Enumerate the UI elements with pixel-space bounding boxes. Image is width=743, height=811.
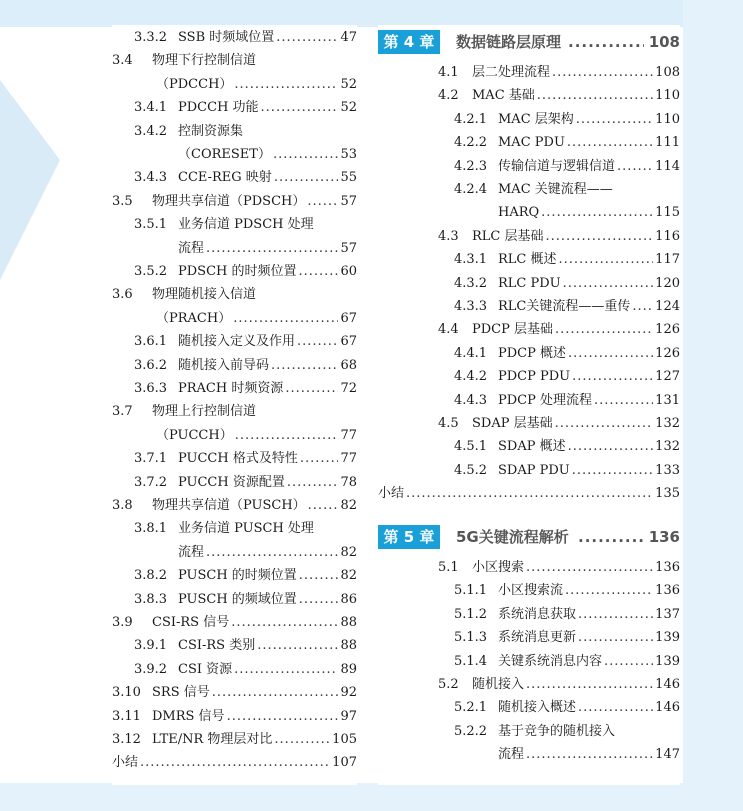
page-number: 131	[655, 392, 680, 408]
section-title: RLC 概述	[498, 252, 557, 268]
dot-leader	[541, 202, 653, 224]
section-number: 4.4	[438, 322, 459, 338]
page-number: 52	[340, 100, 357, 116]
section-title: （CORESET）	[178, 147, 271, 162]
page-number: 88	[340, 638, 357, 654]
page-number: 146	[655, 700, 680, 716]
section-number: 3.4.2	[134, 123, 168, 139]
section-title: PUCCH 资源配置	[178, 474, 285, 490]
section-number: 3.3.2	[134, 30, 168, 45]
toc-entry[interactable]	[112, 144, 357, 166]
dot-leader	[526, 744, 653, 766]
section-number: 4.3.1	[454, 252, 488, 268]
toc-entry[interactable]	[378, 390, 680, 412]
toc-entry[interactable]	[112, 612, 357, 634]
toc-entry[interactable]	[112, 214, 357, 236]
chapter-title: 数据链路层原理	[456, 33, 562, 51]
section-title: （PUCCH）	[156, 427, 233, 443]
dot-leader	[140, 752, 330, 774]
page-number: 52	[340, 76, 357, 92]
section-title: 流程	[178, 240, 205, 256]
page-number: 116	[655, 228, 680, 244]
dot-leader	[235, 425, 339, 447]
toc-entry[interactable]	[378, 721, 680, 743]
dot-leader	[526, 674, 653, 696]
page-number: 89	[340, 661, 357, 677]
toc-entry[interactable]	[112, 729, 357, 751]
page-number: 77	[340, 427, 357, 443]
toc-right-column	[378, 25, 680, 785]
section-title: 随机接入	[472, 677, 525, 692]
dot-leader	[212, 682, 339, 704]
toc-entry[interactable]	[112, 97, 357, 119]
section-number: 4.5	[438, 416, 459, 431]
toc-entry[interactable]	[378, 62, 680, 84]
toc-entry[interactable]	[378, 226, 680, 248]
dot-leader	[604, 651, 653, 673]
section-title: PRACH 时频资源	[178, 381, 284, 396]
page-number: 137	[655, 606, 680, 622]
toc-entry[interactable]	[378, 436, 680, 458]
toc-entry[interactable]	[378, 366, 680, 388]
page-number: 67	[340, 334, 357, 350]
section-title: 物理共享信道（PDSCH）	[152, 193, 306, 209]
page-number: 146	[655, 677, 680, 692]
section-title: 关键系统消息内容	[498, 653, 603, 669]
section-title: MAC 关键流程——	[498, 182, 613, 197]
section-title: 基于竞争的随机接入	[498, 723, 616, 739]
section-title: 控制资源集	[178, 123, 244, 139]
page-number: 57	[340, 240, 357, 256]
section-number: 3.11	[112, 708, 141, 724]
toc-entry[interactable]	[378, 179, 680, 201]
section-title: 随机接入概述	[498, 700, 577, 716]
section-title: SDAP 层基础	[472, 416, 553, 431]
page-number: 147	[655, 747, 680, 763]
section-number: 3.12	[112, 732, 141, 747]
toc-entry[interactable]	[112, 121, 357, 143]
section-number: 4.4.2	[454, 369, 488, 385]
section-number: 3.7.1	[134, 451, 168, 467]
toc-entry[interactable]	[112, 50, 357, 72]
dot-leader	[526, 557, 653, 579]
chapter-4-heading[interactable]	[378, 27, 680, 57]
section-number: 3.7.2	[134, 474, 168, 490]
section-title: MAC 基础	[472, 88, 535, 104]
toc-entry[interactable]	[378, 580, 680, 602]
decorative-right-band	[683, 0, 743, 811]
toc-entry[interactable]	[378, 413, 680, 435]
section-number: 4.1	[438, 65, 459, 80]
toc-entry[interactable]	[378, 557, 680, 579]
dot-leader	[572, 460, 653, 482]
dot-leader	[234, 659, 338, 681]
toc-entry[interactable]	[378, 483, 680, 505]
toc-left-column	[112, 25, 357, 785]
dot-leader	[206, 542, 338, 564]
toc-entry[interactable]	[112, 495, 357, 517]
section-title: MAC 层架构	[498, 111, 574, 127]
section-number: 5.1.2	[454, 606, 488, 622]
toc-entry[interactable]	[112, 659, 357, 681]
section-number: 4.4.3	[454, 392, 488, 408]
section-number: 3.6.1	[134, 334, 168, 350]
section-number: 5.2.2	[454, 723, 488, 739]
section-number: 4.2.4	[454, 182, 488, 197]
section-number: 5.2	[438, 677, 459, 692]
dot-leader	[578, 604, 653, 626]
dot-leader	[234, 74, 338, 96]
chapter-page-number: 136	[648, 528, 680, 546]
toc-entry[interactable]	[112, 355, 357, 377]
section-title: PDCP PDU	[498, 369, 571, 385]
section-title: （PDCCH）	[156, 76, 233, 92]
dot-leader	[300, 448, 339, 470]
section-title: PDCP 层基础	[472, 322, 553, 338]
section-title: PDSCH 的时频位置	[178, 264, 297, 279]
section-title: SDAP 概述	[498, 439, 566, 455]
dot-leader	[546, 226, 654, 248]
toc-entry[interactable]	[112, 284, 357, 306]
toc-entry[interactable]	[112, 472, 357, 494]
page-number: 139	[655, 630, 680, 646]
dot-leader	[406, 483, 653, 505]
section-title: HARQ	[498, 205, 540, 221]
section-number: 3.9	[112, 615, 133, 630]
page-number: 126	[655, 345, 680, 361]
dot-leader	[206, 238, 338, 260]
section-number: 4.2.1	[454, 111, 488, 127]
section-number: 3.9.1	[134, 638, 168, 654]
toc-entry[interactable]	[112, 448, 357, 470]
toc-entry[interactable]	[378, 604, 680, 626]
dot-leader	[231, 612, 338, 634]
dot-leader	[563, 273, 654, 295]
toc-entry[interactable]	[112, 752, 357, 774]
section-number: 3.8.3	[134, 591, 168, 607]
dot-leader	[273, 144, 339, 166]
section-title: MAC PDU	[498, 135, 565, 151]
toc-entry[interactable]	[378, 132, 680, 154]
toc-entry[interactable]	[378, 744, 680, 766]
page-number: 120	[655, 275, 680, 291]
toc-entry[interactable]	[112, 706, 357, 728]
page-number: 53	[340, 147, 357, 162]
section-number: 3.9.2	[134, 661, 168, 677]
section-title: PUCCH 格式及特性	[178, 451, 298, 467]
section-title: SSB 时频域位置	[178, 30, 275, 45]
toc-entry[interactable]	[378, 674, 680, 696]
section-title: SDAP PDU	[498, 462, 570, 478]
section-number: 3.6.3	[134, 381, 168, 396]
page-number: 60	[340, 264, 357, 279]
toc-entry[interactable]	[112, 425, 357, 447]
dot-leader	[271, 355, 338, 377]
page-number: 132	[655, 439, 680, 455]
section-title: LTE/NR 物理层对比	[152, 732, 273, 747]
section-number: 5.1	[438, 560, 459, 575]
page-number: 115	[655, 205, 680, 221]
toc-entry[interactable]	[378, 156, 680, 178]
page-number: 57	[340, 193, 357, 209]
dot-leader	[568, 436, 654, 458]
toc-entry[interactable]	[112, 27, 357, 49]
dot-leader	[299, 565, 339, 587]
section-title: 物理共享信道（PUSCH）	[152, 498, 306, 513]
section-number: 3.8.2	[134, 568, 168, 584]
section-title: PDCP 处理流程	[498, 392, 592, 408]
dot-leader	[576, 109, 653, 131]
section-number: 3.6.2	[134, 357, 168, 373]
page-number: 88	[340, 615, 357, 630]
section-title: 系统消息更新	[498, 630, 577, 646]
section-number: 5.1.4	[454, 653, 488, 669]
page-number: 132	[655, 416, 680, 431]
section-number: 4.4.1	[454, 345, 488, 361]
section-title: RLC关键流程——重传	[498, 299, 631, 314]
dot-leader	[287, 472, 339, 494]
dot-leader	[261, 97, 339, 119]
toc-entry[interactable]	[112, 378, 357, 400]
section-title: 物理下行控制信道	[152, 53, 257, 69]
decorative-top-band	[0, 0, 743, 27]
page-number: 105	[332, 732, 357, 747]
toc-entry[interactable]	[112, 191, 357, 213]
dot-leader	[632, 296, 653, 318]
decorative-triangle	[0, 80, 60, 280]
section-title: 随机接入定义及作用	[178, 334, 296, 350]
toc-entry[interactable]	[378, 651, 680, 673]
section-number: 4.2.3	[454, 158, 488, 174]
toc-entry[interactable]	[378, 249, 680, 271]
dot-leader	[617, 156, 653, 178]
section-number: 5.1.3	[454, 630, 488, 646]
dot-leader	[555, 413, 654, 435]
page-number: 82	[340, 498, 357, 513]
toc-entry[interactable]	[112, 518, 357, 540]
section-title: PDCCH 功能	[178, 100, 259, 116]
section-title: 业务信道 PDSCH 处理	[178, 217, 314, 233]
dot-leader	[578, 525, 644, 549]
section-number: 3.5.1	[134, 217, 168, 233]
dot-leader	[578, 697, 653, 719]
toc-entry[interactable]	[112, 261, 357, 283]
section-number: 4.3.3	[454, 299, 488, 314]
section-number: 4.2.2	[454, 135, 488, 151]
chapter-title: 5G关键流程解析	[456, 528, 569, 546]
section-number: 3.7	[112, 404, 133, 420]
dot-leader	[308, 495, 339, 517]
section-number: 3.10	[112, 685, 141, 701]
section-number: 4.5.1	[454, 439, 488, 455]
page-number: 111	[655, 135, 680, 151]
dot-leader	[552, 62, 653, 84]
dot-leader	[578, 627, 653, 649]
section-number: 3.4.1	[134, 100, 168, 116]
chapter-badge: 第 4 章	[378, 30, 440, 54]
section-title: RLC 层基础	[472, 228, 544, 244]
section-number: 4.2	[438, 88, 459, 104]
page-number: 108	[655, 65, 680, 80]
section-title: 传输信道与逻辑信道	[498, 158, 616, 174]
toc-entry[interactable]	[378, 319, 680, 341]
toc-entry[interactable]	[378, 627, 680, 649]
page-number: 124	[655, 299, 680, 314]
toc-entry[interactable]	[112, 635, 357, 657]
dot-leader	[568, 343, 653, 365]
section-title: CSI 资源	[178, 661, 233, 677]
page-number: 92	[340, 685, 357, 701]
decorative-bottom-band	[0, 783, 743, 811]
page-number: 78	[340, 474, 357, 490]
dot-leader	[299, 589, 339, 611]
toc-entry[interactable]	[112, 589, 357, 611]
section-title: CSI-RS 信号	[152, 615, 230, 630]
section-title: 小结	[378, 486, 405, 502]
dot-leader	[227, 706, 339, 728]
toc-entry[interactable]	[112, 331, 357, 353]
chapter-page-number: 108	[648, 33, 680, 51]
page-number: 67	[340, 310, 357, 326]
page-number: 68	[340, 357, 357, 373]
page-number: 117	[655, 252, 680, 268]
dot-leader	[233, 308, 338, 330]
page-number: 133	[655, 462, 680, 478]
section-number: 3.4.3	[134, 170, 168, 186]
toc-entry[interactable]	[112, 682, 357, 704]
section-number: 4.3.2	[454, 275, 488, 291]
page-number: 97	[340, 708, 357, 724]
dot-leader	[537, 85, 653, 107]
page-number: 139	[655, 653, 680, 669]
section-title: CCE-REG 映射	[178, 170, 272, 186]
page-number: 82	[340, 544, 357, 560]
section-title: 物理随机接入信道	[152, 287, 257, 303]
dot-leader	[568, 30, 644, 54]
toc-entry[interactable]	[378, 273, 680, 295]
section-title: PUSCH 的频域位置	[178, 591, 297, 607]
dot-leader	[559, 249, 654, 271]
toc-entry[interactable]	[378, 343, 680, 365]
dot-leader	[307, 191, 338, 213]
toc-entry[interactable]	[112, 308, 357, 330]
toc-entry[interactable]	[112, 401, 357, 423]
section-title: PDCP 概述	[498, 345, 566, 361]
dot-leader	[555, 319, 653, 341]
section-title: 小结	[112, 755, 139, 771]
page-number: 110	[655, 88, 680, 104]
toc-entry[interactable]	[112, 167, 357, 189]
section-number: 3.8.1	[134, 521, 168, 537]
page-number: 107	[332, 755, 357, 771]
section-title: DMRS 信号	[152, 708, 225, 724]
section-number: 5.1.1	[454, 583, 488, 599]
page-number: 135	[655, 486, 680, 502]
dot-leader	[274, 167, 339, 189]
section-title: 业务信道 PUSCH 处理	[178, 521, 314, 537]
page-number: 136	[655, 560, 680, 575]
toc-entry[interactable]	[112, 542, 357, 564]
section-title: （PRACH）	[156, 310, 232, 326]
dot-leader	[257, 635, 338, 657]
section-title: 系统消息获取	[498, 606, 577, 622]
dot-leader	[567, 132, 653, 154]
dot-leader	[594, 390, 653, 412]
section-number: 3.5	[112, 193, 133, 209]
page-number: 55	[340, 170, 357, 186]
dot-leader	[276, 27, 338, 49]
toc-entry[interactable]	[378, 296, 680, 318]
toc-entry[interactable]	[378, 697, 680, 719]
section-title: 流程	[178, 544, 205, 560]
chapter-badge: 第 5 章	[378, 525, 440, 549]
toc-entry[interactable]	[112, 238, 357, 260]
toc-entry[interactable]	[112, 565, 357, 587]
section-title: RLC PDU	[498, 275, 561, 291]
section-number: 4.3	[438, 228, 459, 244]
page-number: 47	[340, 30, 357, 45]
toc-entry[interactable]	[378, 109, 680, 131]
dot-leader	[274, 729, 330, 751]
dot-leader	[565, 580, 653, 602]
dot-leader	[297, 331, 338, 353]
dot-leader	[572, 366, 653, 388]
section-title: 物理上行控制信道	[152, 404, 257, 420]
page-number: 110	[655, 111, 680, 127]
chapter-5-heading[interactable]	[378, 522, 680, 552]
page-number: 127	[655, 369, 680, 385]
section-title: PUSCH 的时频位置	[178, 568, 297, 584]
section-title: 小区搜索流	[498, 583, 564, 599]
page-number: 136	[655, 583, 680, 599]
section-number: 3.8	[112, 498, 133, 513]
section-title: CSI-RS 类别	[178, 638, 256, 654]
toc-entry[interactable]	[378, 460, 680, 482]
page-number: 82	[340, 568, 357, 584]
dot-leader	[285, 378, 338, 400]
section-title: 随机接入前导码	[178, 357, 270, 373]
section-number: 3.5.2	[134, 264, 168, 279]
page-number: 114	[655, 158, 680, 174]
section-number: 3.6	[112, 287, 133, 303]
section-title: 层二处理流程	[472, 65, 551, 80]
toc-entry[interactable]	[378, 85, 680, 107]
toc-entry[interactable]	[378, 202, 680, 224]
section-title: 小区搜索	[472, 560, 525, 575]
page-number: 126	[655, 322, 680, 338]
page-number: 86	[340, 591, 357, 607]
page-number: 77	[340, 451, 357, 467]
section-number: 4.5.2	[454, 462, 488, 478]
page-number: 72	[340, 381, 357, 396]
section-title: SRS 信号	[152, 685, 210, 701]
dot-leader	[299, 261, 339, 283]
section-number: 5.2.1	[454, 700, 488, 716]
toc-entry[interactable]	[112, 74, 357, 96]
section-title: 流程	[498, 747, 525, 763]
section-number: 3.4	[112, 53, 133, 69]
